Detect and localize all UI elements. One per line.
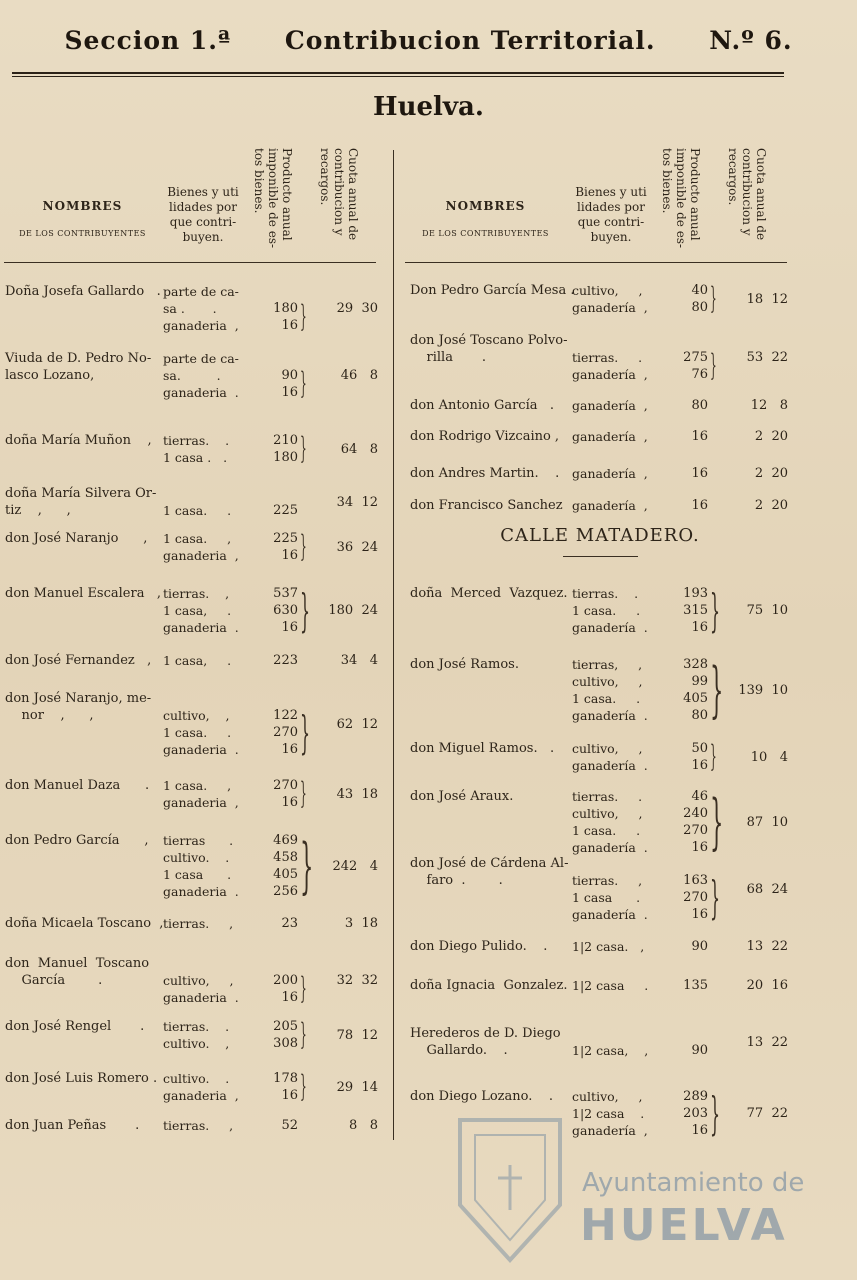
brace-icon: } <box>300 831 314 901</box>
contributor-name: don José Toscano Polvo- rilla . <box>410 333 568 365</box>
contributor-name: don José Araux. <box>410 789 514 804</box>
annual-product: 16 <box>691 429 708 444</box>
annual-quota: 29 14 <box>336 1079 378 1095</box>
contributor-goods: parte de ca- sa . . ganaderia , <box>163 284 239 333</box>
contributor-name: Viuda de D. Pedro No- lasco Lozano, <box>5 351 152 383</box>
annual-product: 16 <box>691 498 708 513</box>
annual-product: 80 <box>691 398 708 413</box>
annual-quota: 34 4 <box>340 653 378 668</box>
contributor-name: Don Pedro García Mesa . <box>410 283 575 298</box>
annual-quota: 8 8 <box>349 1118 378 1133</box>
annual-quota: 34 12 <box>336 494 378 510</box>
annual-quota: 36 24 <box>336 539 378 555</box>
contributor-goods: 1|2 casa . <box>572 978 649 993</box>
brace-icon: } <box>300 366 307 401</box>
annual-product: 178 16 <box>273 1071 298 1103</box>
annual-quota: 43 18 <box>336 786 378 802</box>
contributor-name: don Manuel Toscano García . <box>5 956 150 988</box>
contributor-goods: tierras . cultivo. . 1 casa . ganaderia . <box>163 833 239 899</box>
annual-quota: 13 22 <box>746 1034 788 1050</box>
watermark-line2: HUELVA <box>580 1200 788 1251</box>
brace-icon: } <box>300 1069 307 1104</box>
contributor-name: don José Naranjo, me- nor , , <box>5 691 152 723</box>
contributor-name: don Juan Peñas . <box>5 1118 140 1133</box>
annual-quota: 10 4 <box>750 749 788 765</box>
annual-quota: 2 20 <box>754 466 788 481</box>
annual-quota: 78 12 <box>336 1027 378 1043</box>
annual-product: 16 <box>691 466 708 481</box>
brace-icon: } <box>710 281 717 316</box>
annual-product: 289 203 16 <box>683 1089 708 1138</box>
annual-quota: 64 8 <box>340 441 378 457</box>
brace-icon: } <box>710 655 724 725</box>
contributor-name: don Manuel Escalera , <box>5 586 161 601</box>
brace-icon: } <box>300 776 307 811</box>
annual-quota: 2 20 <box>754 429 788 444</box>
contributor-name: don Rodrigo Vizcaino , <box>410 429 560 444</box>
right-col-bienes: Bienes y uti lidades por que contri- buyen. <box>575 185 647 244</box>
contributor-name: don José Ramos. <box>410 657 519 672</box>
brace-icon: } <box>710 871 721 924</box>
annual-product: 275 76 <box>683 350 708 382</box>
annual-quota: 75 10 <box>746 603 788 618</box>
contributor-name: don José Fernandez , <box>5 653 152 668</box>
annual-quota: 32 32 <box>336 973 378 988</box>
contributor-goods: ganadería , <box>572 429 648 444</box>
contributor-goods: 1 casa, . <box>163 653 232 668</box>
annual-product: 50 16 <box>691 741 708 773</box>
brace-icon: } <box>710 348 717 383</box>
annual-product: 225 16 <box>273 531 298 563</box>
contributor-name: Herederos de D. Diego Gallardo. . <box>410 1026 561 1058</box>
annual-quota: 13 22 <box>746 939 788 954</box>
contributor-goods: cultivo, , ganaderia . <box>163 973 239 1005</box>
annual-product: 40 80 <box>691 283 708 315</box>
annual-quota: 20 16 <box>746 978 788 993</box>
annual-product: 193 315 16 <box>683 586 708 635</box>
contributor-goods: tierras. . cultivo. , <box>163 1019 230 1051</box>
contributor-goods: 1|2 casa, , <box>572 1043 649 1058</box>
contributor-goods: cultivo, , 1|2 casa . ganadería , <box>572 1089 648 1138</box>
annual-product: 210 180 <box>273 433 298 465</box>
left-col-cuota: Cuota anual de contribucion y recargos. <box>318 148 360 241</box>
contributor-goods: ganadería , <box>572 466 648 481</box>
annual-product: 135 <box>683 978 708 993</box>
contributor-goods: 1 casa. , ganaderia , <box>163 778 239 810</box>
contributor-name: don Francisco Sanchez <box>410 498 563 513</box>
brace-icon: } <box>300 1017 307 1052</box>
header-rule <box>12 72 784 74</box>
annual-product: 223 <box>273 653 298 668</box>
annual-product: 23 <box>281 916 298 931</box>
contributor-goods: tierras. , <box>163 1118 234 1133</box>
contributor-goods: cultivo. . ganaderia , <box>163 1071 239 1103</box>
annual-product: 90 <box>691 1043 708 1058</box>
contributor-goods: ganadería , <box>572 398 648 413</box>
annual-quota: 180 24 <box>328 603 378 618</box>
contributor-goods: tierras, , cultivo, , 1 casa. . ganadería . <box>572 657 648 723</box>
contributor-name: doña María Muñon , <box>5 433 152 448</box>
contributor-goods: tierras. , <box>163 916 234 931</box>
nombres-label-right: NOMBRES <box>445 199 526 213</box>
brace-icon: } <box>300 299 307 334</box>
right-col-nombres <box>408 200 563 240</box>
contributor-name: don José de Cárdena Al- faro . . <box>410 856 569 888</box>
annual-product: 163 270 16 <box>683 873 708 922</box>
contributor-goods: 1 casa. . <box>163 503 232 518</box>
street-heading: CALLE MATADERO. <box>500 525 700 546</box>
contributor-goods: cultivo, , 1 casa. . ganaderia . <box>163 708 239 757</box>
annual-product: 180 16 <box>273 301 298 333</box>
annual-quota: 46 8 <box>340 368 378 383</box>
contributor-goods: ganadería , <box>572 498 648 513</box>
contributor-name: don Andres Martin. . <box>410 466 560 481</box>
brace-icon: } <box>710 584 721 637</box>
annual-quota: 2 20 <box>754 498 788 513</box>
contributor-goods: 1|2 casa. , <box>572 939 645 954</box>
annual-quota: 68 24 <box>746 881 788 897</box>
brace-icon: } <box>710 1087 721 1140</box>
annual-quota: 18 12 <box>746 291 788 307</box>
left-header-rule <box>4 262 376 263</box>
annual-product: 90 <box>691 939 708 954</box>
contributor-goods: tierras. . ganadería , <box>572 350 648 382</box>
annual-product: 200 16 <box>273 973 298 1005</box>
annual-product: 328 99 405 80 <box>683 657 708 723</box>
brace-icon: } <box>710 787 724 857</box>
street-rule <box>563 556 638 557</box>
annual-quota: 3 18 <box>344 916 378 931</box>
contributor-name: doña Micaela Toscano , <box>5 916 164 931</box>
contribuyentes-label-right: DE LOS CONTRIBUYENTES <box>422 229 549 238</box>
annual-product: 469 458 405 256 <box>273 833 298 899</box>
contributor-goods: tierras. , 1 casa, . ganaderia . <box>163 586 239 635</box>
header-title: Contribucion Territorial. <box>284 26 656 55</box>
brace-icon: } <box>710 739 717 774</box>
left-col-bienes: Bienes y uti lidades por que contri- buyen. <box>167 185 239 244</box>
contributor-name: don Diego Lozano. . <box>410 1089 554 1104</box>
annual-quota: 77 22 <box>746 1106 788 1121</box>
brace-icon: } <box>300 431 307 466</box>
annual-product: 90 16 <box>281 368 298 400</box>
brace-icon: } <box>300 706 311 759</box>
brace-icon: } <box>300 584 311 637</box>
contributor-goods: tierras. , 1 casa . ganadería . <box>572 873 648 922</box>
page-number: N.º 6. <box>709 26 793 55</box>
watermark-line1: Ayuntamiento de <box>582 1168 805 1198</box>
contributor-name: don Diego Pulido. . <box>410 939 548 954</box>
contributor-name: don Manuel Daza . <box>5 778 150 793</box>
contributor-name: Doña Josefa Gallardo . <box>5 284 161 299</box>
page-header <box>0 26 857 55</box>
right-col-cuota: Cuota anual de contribucion y recargos. <box>726 148 768 241</box>
contributor-name: don Miguel Ramos. . <box>410 741 555 756</box>
section-label: Seccion 1.ª <box>64 26 232 55</box>
annual-quota: 62 12 <box>336 716 378 732</box>
annual-quota: 242 4 <box>332 858 378 874</box>
contributor-goods: tierras. . 1 casa . . <box>163 433 230 465</box>
annual-quota: 29 30 <box>336 301 378 316</box>
annual-product: 46 240 270 16 <box>683 789 708 855</box>
contributor-goods: cultivo, , ganadería , <box>572 283 648 315</box>
city-title: Huelva. <box>373 92 484 122</box>
right-col-producto: Producto anual imponible de es- tos bienes. <box>660 148 702 249</box>
contributor-goods: 1 casa. , ganaderia , <box>163 531 239 563</box>
contributor-name: doña María Silvera Or- tiz , , <box>5 486 157 518</box>
left-col-producto: Producto anual imponible de es- tos bienes. <box>252 148 294 249</box>
contributor-name: doña Merced Vazquez. <box>410 586 568 601</box>
contributor-name: doña Ignacia Gonzalez. <box>410 978 568 993</box>
annual-product: 52 <box>281 1118 298 1133</box>
column-divider <box>393 150 394 1140</box>
annual-product: 537 630 16 <box>273 586 298 635</box>
brace-icon: } <box>300 529 307 564</box>
contribuyentes-label: DE LOS CONTRIBUYENTES <box>19 229 146 238</box>
contributor-name: don José Rengel . <box>5 1019 145 1034</box>
annual-quota: 139 10 <box>738 682 788 698</box>
contributor-goods: tierras. . 1 casa. . ganadería . <box>572 586 648 635</box>
right-header-rule <box>405 262 787 263</box>
annual-quota: 12 8 <box>750 398 788 413</box>
annual-quota: 53 22 <box>746 350 788 365</box>
contributor-name: don José Naranjo , <box>5 531 148 546</box>
annual-product: 225 <box>273 503 298 518</box>
contributor-name: don Pedro García , <box>5 833 149 848</box>
contributor-goods: tierras. . cultivo, , 1 casa. . ganadería . <box>572 789 648 855</box>
header-rule-thin <box>12 76 784 77</box>
annual-quota: 87 10 <box>746 814 788 830</box>
contributor-name: don José Luis Romero . <box>5 1071 158 1086</box>
contributor-name: don Antonio García . <box>410 398 555 413</box>
annual-product: 205 308 <box>273 1019 298 1051</box>
contributor-goods: parte de ca- sa. . ganaderia . <box>163 351 239 400</box>
left-col-nombres <box>10 200 155 240</box>
annual-product: 270 16 <box>273 778 298 810</box>
annual-product: 122 270 16 <box>273 708 298 757</box>
contributor-goods: cultivo, , ganadería . <box>572 741 648 773</box>
brace-icon: } <box>300 971 307 1006</box>
nombres-label: NOMBRES <box>42 199 123 213</box>
